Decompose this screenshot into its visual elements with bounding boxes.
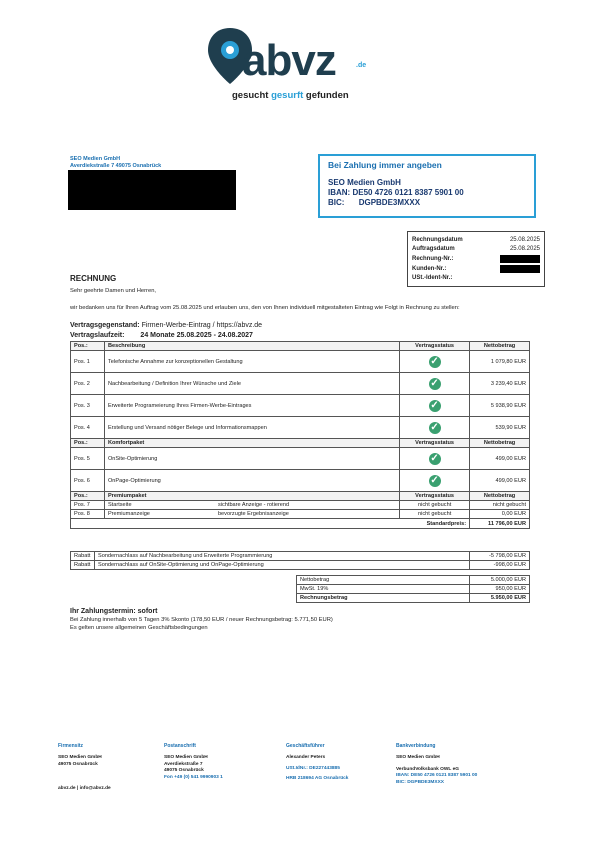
footer-col-company: Firmensitz SEO Medien GmbH 49075 Osnabrück abvz.de | info@abvz.de — [58, 743, 111, 791]
table-row: Pos. 5 OnSite-Optimierung ✓ 499,00 EUR — [71, 448, 530, 470]
info-row: Auftragsdatum 25.08.2025 — [412, 246, 540, 253]
table-row: Pos. 8 Premiumanzeige bevorzugte Ergebnisanzeige nicht gebucht 0,00 EUR — [71, 510, 530, 519]
table-row: Pos. 6 OnPage-Optimierung ✓ 499,00 EUR — [71, 470, 530, 492]
logo — [206, 22, 386, 104]
check-icon: ✓ — [430, 474, 439, 486]
table-row: Pos. 4 Erstellung und Versand nötiger Belege und Informationsmappen ✓ 539,90 EUR — [71, 417, 530, 439]
iban-value: DE50 4726 0121 8387 5901 00 — [352, 188, 464, 197]
invoice-table — [70, 341, 530, 529]
totals-row: MwSt. 19% 950,00 EUR — [297, 585, 530, 594]
table-row: Pos. 2 Nachbearbeitung / Definition Ihrer Wünsche und Ziele ✓ 3 239,40 EUR — [71, 373, 530, 395]
totals-row: Rechnungsbetrag 5.950,00 EUR — [297, 594, 530, 603]
iban-label: IBAN: — [328, 188, 351, 197]
payment-due: Ihr Zahlungstermin: sofort — [70, 608, 158, 615]
payment-box — [318, 154, 536, 218]
check-icon: ✓ — [430, 377, 439, 389]
table-header: Pos.: Beschreibung Vertragsstatus Nettobetrag — [71, 342, 530, 351]
check-icon: ✓ — [430, 399, 439, 411]
totals-table — [296, 575, 530, 603]
discount-table — [70, 551, 530, 570]
footer-col-bank: Bankverbindung SEO Medien GmbH VerbundVolksbank OWL eG IBAN: DE50 4726 0121 8387 5901 00 BIC: DGPBDE3MXXX — [396, 743, 478, 785]
info-row: USt.-Ident-Nr.: — [412, 275, 453, 282]
terms-text: Es gelten unsere allgemeinen Geschäftsbedingungen — [70, 625, 208, 631]
discount-row: Rabatt Sondernachlass auf OnSite-Optimierung und OnPage-Optimierung -998,00 EUR — [71, 561, 530, 570]
redacted-address — [68, 170, 236, 210]
payment-company: SEO Medien GmbH — [328, 178, 401, 187]
redacted-value — [500, 265, 540, 273]
sender-line — [70, 156, 161, 170]
table-row: Pos. 7 Startseite sichtbare Anzeige - rotierend nicht gebucht nicht gebucht — [71, 501, 530, 510]
info-row: Rechnung-Nr.: — [412, 254, 540, 264]
contract-term: Vertragslaufzeit: 24 Monate 25.08.2025 - 24.08.2027 — [70, 332, 253, 339]
standard-price-row: Standardpreis: 11 796,00 EUR — [71, 519, 530, 529]
bic-label: BIC: — [328, 198, 345, 207]
logo-tagline: gesucht gesurft gefunden — [232, 90, 349, 101]
check-icon: ✓ — [430, 421, 439, 433]
info-row: Kunden-Nr.: — [412, 264, 540, 274]
totals-row: Nettobetrag 5.000,00 EUR — [297, 576, 530, 585]
discount-row: Rabatt Sondernachlass auf Nachbearbeitung und Erweiterte Programmierung -5 798,00 EUR — [71, 552, 530, 561]
footer-col-postal: Postanschrift SEO Medien GmbH Averdiekstraße 7 49075 Osnabrück Fon +49 (0) 541 9990903 1 — [164, 743, 223, 780]
bic-value: DGPBDE3MXXX — [358, 198, 421, 207]
document-title: RECHNUNG — [70, 274, 117, 283]
skonto-text: Bei Zahlung innerhalb von 5 Tagen 3% Skonto (178,50 EUR / neuer Rechnungsbetrag: 5.771,50 EUR) — [70, 617, 333, 623]
payment-box-title: Bei Zahlung immer angeben — [328, 160, 442, 170]
logo-tld: .de — [356, 62, 367, 69]
greeting: Sehr geehrte Damen und Herren, — [70, 288, 157, 294]
footer-col-director: Geschäftsführer Alexander Peters USt.IdNr.: DE227443885 HRB 218694 AG Osnabrück — [286, 743, 349, 781]
table-row: Pos. 1 Telefonische Annahme zur konzeptionellen Gestaltung ✓ 1 079,80 EUR — [71, 351, 530, 373]
intro-text: wir bedanken uns für Ihren Auftrag vom 25.08.2025 und erlauben uns, den von Ihnen individuell mitgestalteten Eintrag wie Folgt in Rechnung zu stellen: — [70, 305, 460, 311]
info-row: Rechnungsdatum 25.08.2025 — [412, 236, 540, 243]
table-row: Pos. 3 Erweiterte Programeierung Ihres Firmen-Werbe-Eintrages ✓ 5 938,90 EUR — [71, 395, 530, 417]
logo-wordmark: abvz — [242, 36, 336, 85]
sender-company: SEO Medien GmbH — [70, 156, 121, 162]
redacted-value — [500, 255, 540, 263]
check-icon: ✓ — [430, 355, 439, 367]
check-icon: ✓ — [430, 452, 439, 464]
contract-subject: Vertragsgegenstand: Firmen-Werbe-Eintrag / https://abvz.de — [70, 322, 263, 329]
invoice-info-box — [407, 231, 545, 287]
table-header: Pos.: Komfortpaket Vertragsstatus Nettobetrag — [71, 439, 530, 448]
sender-address: Averdiekstraße 7 49075 Osnabrück — [70, 163, 162, 169]
table-header: Pos.: Premiumpaket Vertragsstatus Nettobetrag — [71, 492, 530, 501]
